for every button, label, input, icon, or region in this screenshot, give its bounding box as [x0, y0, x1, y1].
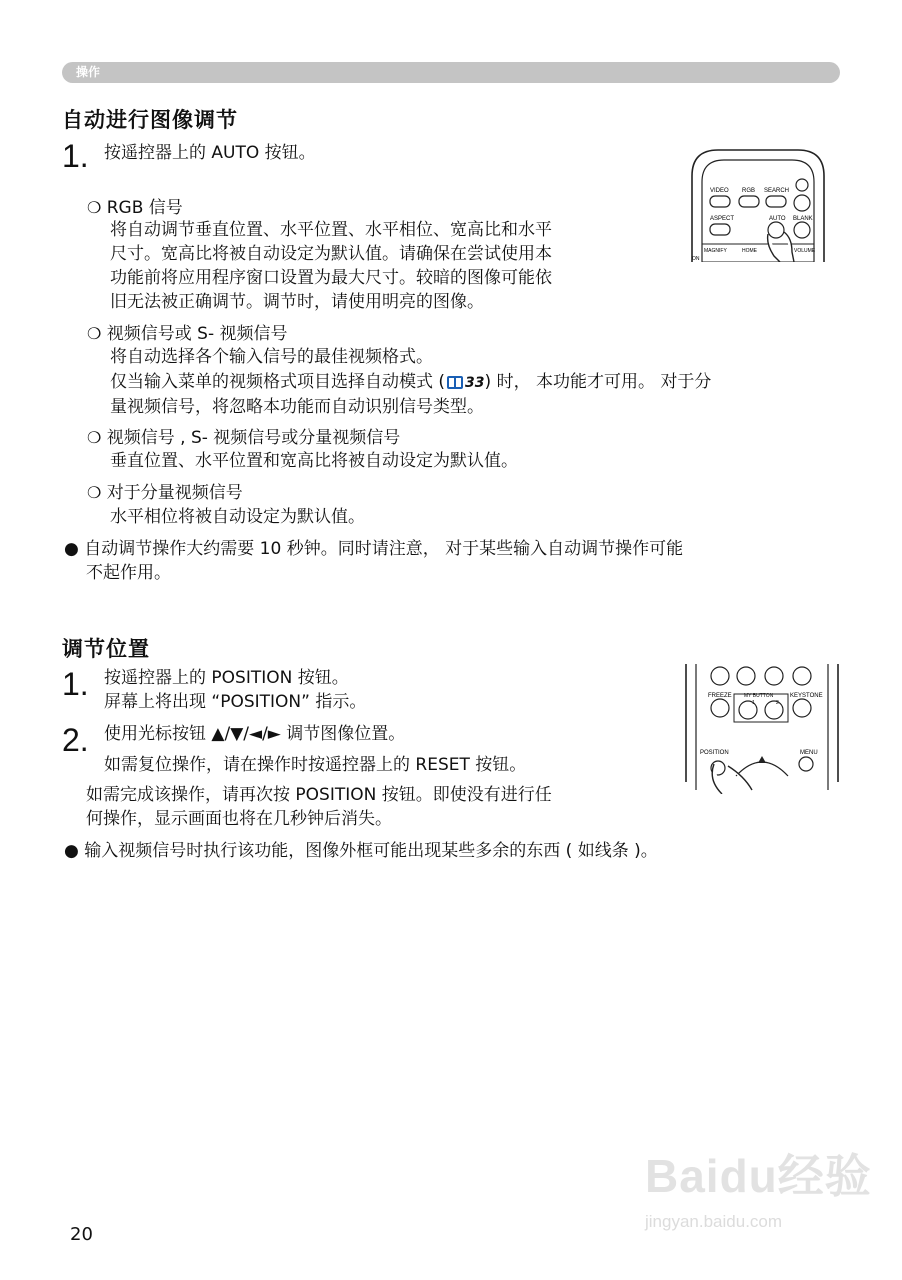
- note-text: 自动调节操作大约需要 10 秒钟。同时请注意， 对于某些输入自动调节操作可能: [84, 539, 684, 559]
- section-title-position: 调节位置: [62, 637, 150, 661]
- finish-text: 何操作，显示画面也将在几秒钟后消失。: [86, 809, 392, 829]
- remote-label: AUTO: [769, 216, 786, 222]
- remote-label: VIDEO: [710, 188, 729, 194]
- remote-label: FREEZE: [708, 693, 732, 699]
- remote-label: 2: [776, 700, 779, 706]
- remote-label: HOME: [742, 248, 757, 254]
- step-number: 1.: [62, 666, 89, 702]
- remote-label: 1: [752, 700, 755, 706]
- step-number: 2.: [62, 722, 89, 758]
- finger-icon: [712, 764, 752, 794]
- video-line: 将自动选择各个输入信号的最佳视频格式。: [110, 347, 433, 367]
- step-number: 1.: [62, 138, 89, 174]
- remote-label: ASPECT: [710, 216, 735, 222]
- remote-label: MY BUTTON: [744, 693, 774, 699]
- video-line-with-ref: [110, 371, 711, 395]
- remote-label: VOLUME: [794, 248, 816, 254]
- remote-label: ON: [692, 256, 700, 262]
- power-icon: [796, 179, 808, 191]
- step-text: 使用光标按钮 ▲/▼/◄/► 调节图像位置。: [104, 724, 406, 744]
- section-title-auto-adjust: 自动进行图像调节: [62, 108, 238, 132]
- header-label: 操作: [76, 65, 101, 79]
- watermark-brand: Baidu经验: [645, 1150, 872, 1202]
- bullet-dot-icon: ●: [64, 841, 79, 861]
- remote-position-illustration: [684, 664, 840, 794]
- remote-label: MENU: [800, 750, 818, 756]
- rgb-line: 将自动调节垂直位置、水平位置、水平相位、宽高比和水平: [110, 220, 552, 240]
- step-text: 按遥控器上的 AUTO 按钮。: [104, 143, 316, 163]
- component-signal-heading: [87, 481, 243, 505]
- circle-bullet-icon: ❍: [87, 428, 102, 447]
- remote-label: RGB: [742, 188, 756, 194]
- rgb-line: 尺寸。宽高比将被自动设定为默认值。请确保在尝试使用本: [110, 244, 552, 264]
- page-reference[interactable]: 33: [465, 375, 485, 391]
- remote-label: MAGNIFY: [704, 248, 727, 254]
- all-signals-line: 垂直位置、水平位置和宽高比将被自动设定为默认值。: [110, 451, 518, 471]
- note-text: 输入视频信号时执行该功能，图像外框可能出现某些多余的东西 ( 如线条 )。: [84, 841, 658, 861]
- circle-bullet-icon: ❍: [87, 198, 102, 217]
- note-item: [64, 538, 683, 561]
- component-signal-line: 水平相位将被自动设定为默认值。: [110, 507, 365, 527]
- header-bar: [62, 62, 840, 83]
- all-signals-heading: [87, 426, 400, 450]
- up-arrow-icon: [758, 756, 766, 763]
- finish-text: 如需完成该操作，请再次按 POSITION 按钮。即使没有进行任: [86, 785, 552, 805]
- remote-label: SEARCH: [764, 188, 790, 194]
- video-signal-heading: [87, 322, 287, 346]
- book-reference-icon: [447, 376, 463, 389]
- step-text: 如需复位操作，请在操作时按遥控器上的 RESET 按钮。: [104, 755, 527, 775]
- note-item: [64, 840, 658, 863]
- component-signal-label: 对于分量视频信号: [106, 483, 243, 503]
- video-line: 量视频信号，将忽略本功能而自动识别信号类型。: [110, 397, 484, 417]
- remote-auto-illustration: [688, 146, 828, 262]
- video-line-text: 仅当输入菜单的视频格式项目选择自动模式 (: [110, 372, 446, 392]
- watermark-url: jingyan.baidu.com: [645, 1212, 783, 1231]
- step-text: 屏幕上将出现 “POSITION” 指示。: [104, 692, 367, 712]
- rgb-line: 功能前将应用程序窗口设置为最大尺寸。较暗的图像可能依: [110, 268, 552, 288]
- video-signal-label: 视频信号或 S- 视频信号: [106, 324, 288, 344]
- rgb-line: 旧无法被正确调节。调节时，请使用明亮的图像。: [110, 292, 484, 312]
- circle-bullet-icon: ❍: [87, 483, 102, 502]
- rgb-signal-heading: [87, 196, 183, 220]
- remote-label: BLANK: [793, 216, 813, 222]
- remote-label: KEYSTONE: [790, 693, 823, 699]
- all-signals-label: 视频信号 , S- 视频信号或分量视频信号: [106, 428, 401, 448]
- bullet-dot-icon: ●: [64, 539, 79, 559]
- video-line-text: ) 时， 本功能才可用。 对于分: [484, 372, 712, 392]
- circle-bullet-icon: ❍: [87, 324, 102, 343]
- step-text: 按遥控器上的 POSITION 按钮。: [104, 668, 349, 688]
- rgb-signal-label: RGB 信号: [106, 198, 183, 218]
- page-number: 20: [70, 1224, 93, 1245]
- baidu-watermark-logo: [645, 1140, 872, 1206]
- remote-label: POSITION: [700, 750, 729, 756]
- note-text: 不起作用。: [86, 563, 171, 583]
